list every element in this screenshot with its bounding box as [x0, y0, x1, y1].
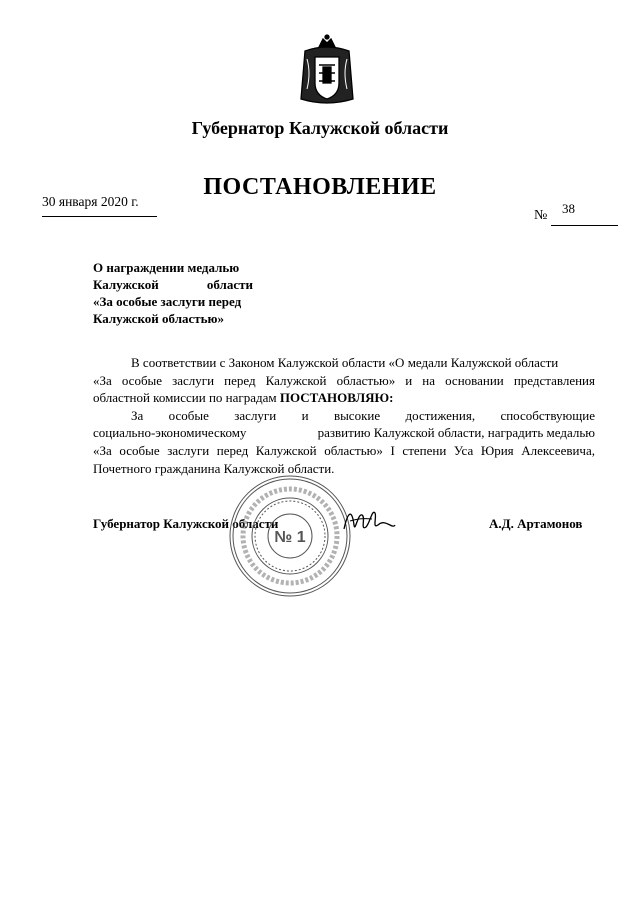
document-body [93, 354, 595, 477]
number-underline [551, 225, 618, 226]
text-segment: и [301, 407, 309, 423]
subject-line [93, 276, 253, 293]
subject-segment: Калужской [93, 277, 159, 292]
paragraph-1 [93, 354, 595, 407]
text-segment: областной комиссии по наградам [93, 390, 277, 406]
text-segment: высокие [333, 407, 381, 423]
signatory-title: Губернатор Калужской области [93, 516, 279, 531]
text-segment: развитию Калужской области, наградить медалью [317, 425, 595, 441]
date-underline [42, 216, 157, 217]
subject-line [93, 259, 253, 276]
text-segment: В соответствии с Законом Калужской области «О медали Калужской области [131, 355, 559, 370]
official-seal-stamp [228, 474, 352, 598]
decree-keyword: ПОСТАНОВЛЯЮ: [279, 390, 394, 406]
document-subject [93, 259, 253, 327]
text-line [93, 407, 595, 425]
text-segment: За [131, 407, 144, 423]
number-sign: № [534, 208, 548, 223]
subject-segment: области [206, 277, 253, 292]
seal-center-text: № 1 [274, 529, 306, 546]
text-segment: способствующие [500, 407, 595, 423]
text-segment: заслуги [234, 407, 277, 423]
document-date: 30 января 2020 г. [42, 194, 139, 209]
text-line [93, 424, 595, 442]
authority-title: Губернатор Калужской области [191, 118, 449, 138]
text-line [93, 389, 595, 407]
subject-segment: Калужской областью» [93, 311, 224, 326]
subject-line [93, 293, 253, 310]
text-segment: особые [168, 407, 209, 423]
text-line [93, 442, 595, 460]
text-segment: социально-экономическому [93, 425, 247, 441]
text-line [93, 354, 595, 372]
document-number: 38 [562, 201, 575, 216]
signatory-name: А.Д. Артамонов [489, 516, 583, 531]
text-segment: «За особые заслуги перед Калужской областью» и на основании представления [93, 372, 595, 388]
text-segment: «За особые заслуги перед Калужской областью» I степени Уса Юрия Алексеевича, [93, 442, 595, 458]
text-segment: Почетного гражданина Калужской области. [93, 460, 335, 476]
subject-segment: О награждении медалью [93, 260, 240, 275]
document-type-heading: ПОСТАНОВЛЕНИЕ [203, 174, 437, 200]
coat-of-arms-icon [297, 33, 357, 109]
text-line [93, 372, 595, 390]
subject-line [93, 310, 253, 327]
paragraph-2 [93, 407, 595, 477]
text-segment: достижения, [405, 407, 476, 423]
subject-segment: «За особые заслуги перед [93, 294, 242, 309]
handwritten-signature [342, 503, 396, 539]
